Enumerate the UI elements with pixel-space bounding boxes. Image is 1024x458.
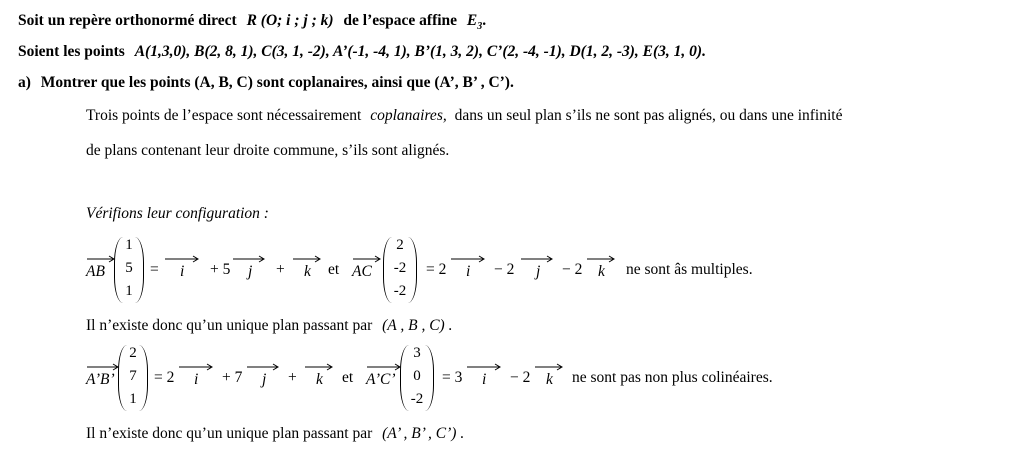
unit-vector-j: j bbox=[232, 255, 266, 281]
result-line-2: Il n’existe donc qu’un unique plan passant par (A’ , B’ , C’) . bbox=[86, 425, 465, 442]
matrix-a-prime-b-prime: 2 7 1 bbox=[118, 343, 148, 413]
intro-mid: de l’espace affine bbox=[343, 12, 458, 29]
intro-prefix: Soit un repère orthonormé direct bbox=[18, 12, 237, 29]
vector-ac: AC bbox=[352, 257, 372, 281]
unit-vector-i-4: i bbox=[466, 363, 502, 389]
points-prefix: Soient les points bbox=[18, 43, 125, 60]
frame-notation: R (O; i ; j ; k) bbox=[246, 12, 334, 29]
unit-vector-i-2: i bbox=[450, 255, 486, 281]
matrix-a-prime-c-prime: 3 0 -2 bbox=[400, 343, 434, 413]
vector-a-prime-c-prime: A’C’ bbox=[366, 365, 396, 389]
unit-vector-k-3: k bbox=[304, 363, 334, 389]
points-list: A(1,3,0), B(2, 8, 1), C(3, 1, -2), A’(-1, -4, 1), B’(1, 3, 2), C’(2, -4, -1), D(1, 2, -3), E(3, 1, 0). bbox=[134, 43, 706, 60]
matrix-ab: 1 5 1 bbox=[114, 235, 144, 305]
space-symbol: $E_3$ bbox=[466, 12, 483, 33]
equation-row-1: AB 1 5 1 = i + 5 j + k et AC 2 -2 -2 = 2 i − 2 j − 2 k ne sont âs multiples. bbox=[86, 235, 806, 305]
unit-vector-i-3: i bbox=[178, 363, 214, 389]
question-a bbox=[18, 73, 514, 93]
question-text: Montrer que les points (A, B, C) sont coplanaires, ainsi que (A’, B’ , C’). bbox=[40, 74, 514, 91]
intro-line-1: Soit un repère orthonormé direct R (O; i ; j ; k) de l’espace affine $E_3$. bbox=[18, 12, 487, 33]
verification-heading: Vérifions leur configuration : bbox=[86, 205, 269, 222]
joiner-et: et bbox=[328, 261, 340, 278]
intro-line-2 bbox=[18, 42, 706, 62]
unit-vector-k: k bbox=[292, 255, 322, 281]
question-label: a) bbox=[18, 74, 31, 91]
explanation-line-1: Trois points de l’espace sont nécessairement coplanaires, dans un seul plan s’ils ne sont pas alignés, ou dans une infinité bbox=[86, 107, 843, 124]
unit-vector-j-2: j bbox=[520, 255, 554, 281]
conclusion-2: ne sont pas non plus colinéaires. bbox=[572, 369, 773, 386]
joiner-et-2: et bbox=[342, 369, 354, 386]
vector-a-prime-b-prime: A’B’ bbox=[86, 365, 115, 389]
vector-ab: AB bbox=[86, 257, 105, 281]
matrix-ac: 2 -2 -2 bbox=[383, 235, 417, 305]
unit-vector-j-3: j bbox=[246, 363, 280, 389]
result-line-1: Il n’existe donc qu’un unique plan passant par (A , B , C) . bbox=[86, 317, 453, 334]
equation-row-2: A’B’ 2 7 1 = 2 i + 7 j + k et A’C’ 3 0 -2 = 3 i − 2 k ne sont pas non plus colinéaires. bbox=[86, 343, 826, 413]
unit-vector-k-4: k bbox=[534, 363, 564, 389]
unit-vector-k-2: k bbox=[586, 255, 616, 281]
explanation-line-2: de plans contenant leur droite commune, s’ils sont alignés. bbox=[86, 142, 450, 159]
unit-vector-i: i bbox=[164, 255, 200, 281]
conclusion-1: ne sont âs multiples. bbox=[626, 261, 753, 278]
